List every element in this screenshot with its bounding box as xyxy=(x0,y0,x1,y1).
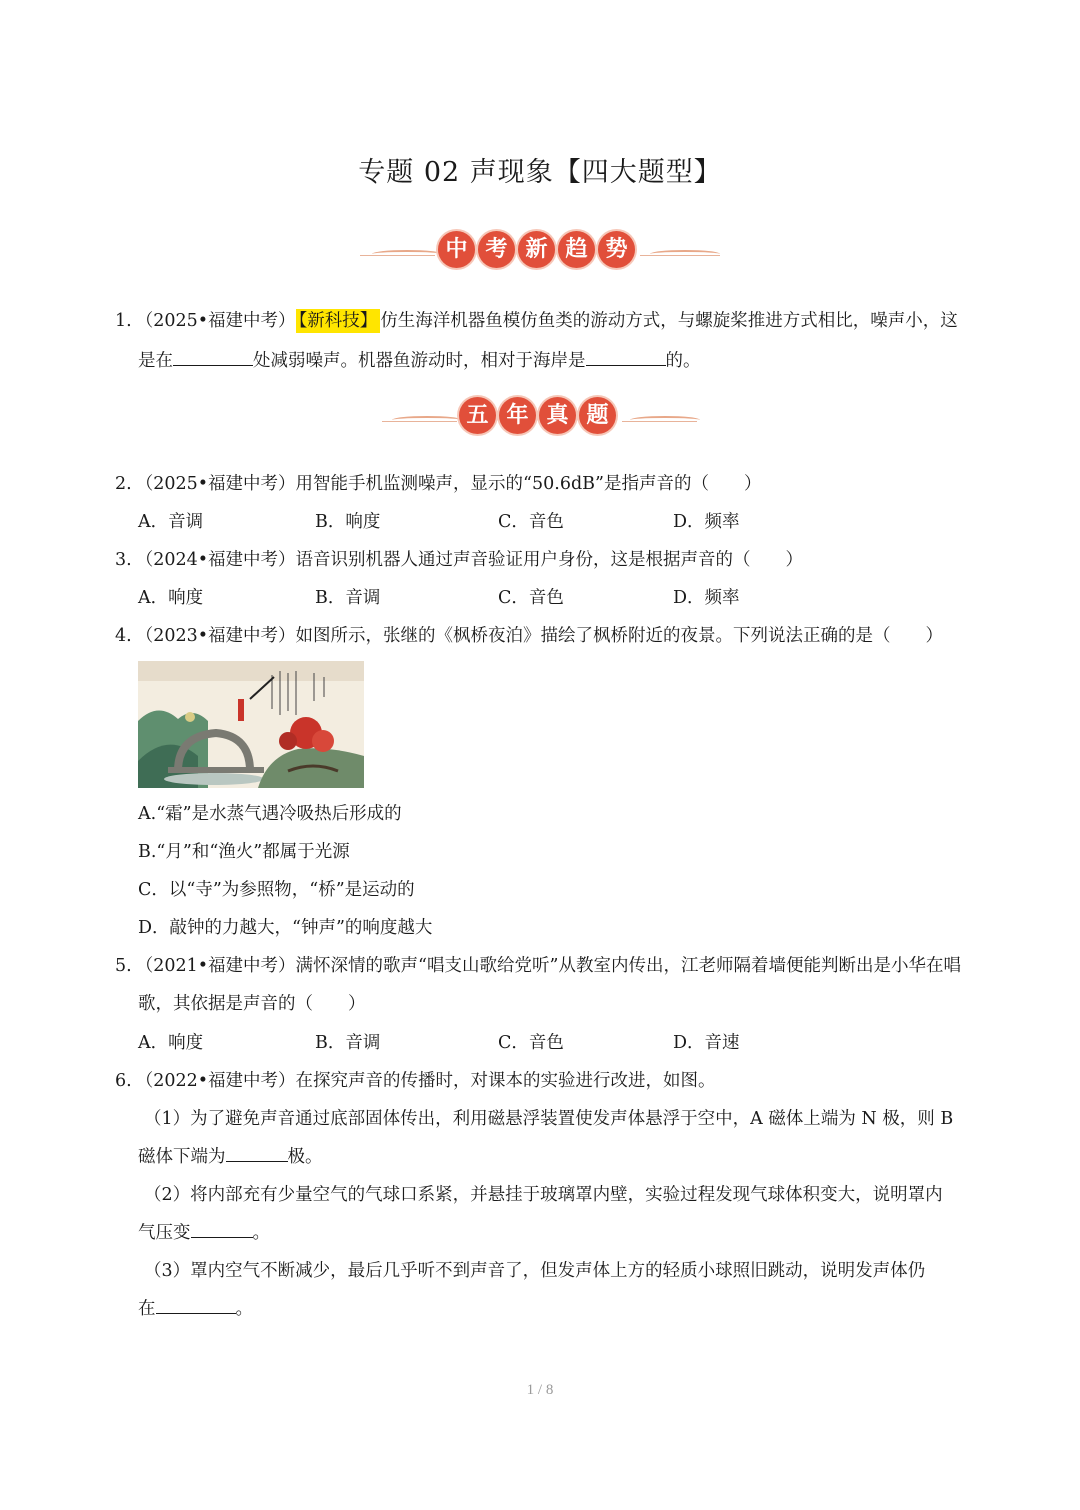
option-a[interactable]: A．响度 xyxy=(138,1033,204,1053)
banner-char: 年 xyxy=(499,397,536,434)
new-tech-tag: 【新科技】 xyxy=(296,309,381,333)
question-5-line-2: 歌，其依据是声音的（ ） xyxy=(138,994,366,1014)
option-c[interactable]: C．音色 xyxy=(498,512,564,532)
section-banner-trends xyxy=(0,228,1080,278)
ornament-right xyxy=(630,416,700,424)
page-number: 1 / 8 xyxy=(526,1382,554,1398)
question-5-options xyxy=(138,1024,958,1062)
question-1: 1. （2025•福建中考） 【新科技】 仿生海洋机器鱼模仿鱼类的游动方式，与螺旋桨推进方式相比，噪声小，这 xyxy=(115,311,958,331)
answer-blank[interactable] xyxy=(586,343,666,366)
answer-blank[interactable] xyxy=(156,1291,236,1314)
option-d[interactable]: D．频率 xyxy=(673,512,740,532)
question-5: 5. （2021•福建中考）满怀深情的歌声“唱支山歌给党听”从教室内传出，江老师隔着墙便能判断出是小华在唱 xyxy=(115,956,961,976)
question-2: 2. （2025•福建中考）用智能手机监测噪声，显示的“50.6dB”是指声音的（ ） xyxy=(115,474,762,494)
question-6-part-3-line-2: 在 。 xyxy=(138,1290,978,1328)
option-c[interactable]: C．音色 xyxy=(498,588,564,608)
option-d[interactable]: D．音速 xyxy=(673,1033,740,1053)
question-6-part-2-line-2: 气压变 。 xyxy=(138,1214,978,1252)
option-d[interactable]: D．频率 xyxy=(673,588,740,608)
page-title: 专题 02 声现象【四大题型】 xyxy=(358,157,722,188)
banner-char: 中 xyxy=(438,231,475,268)
question-1-line-2: 是在 处减弱噪声。机器鱼游动时，相对于海岸是 的。 xyxy=(138,342,978,380)
question-4-option-a[interactable]: A.“霜”是水蒸气遇冷吸热后形成的 xyxy=(138,804,402,824)
option-a[interactable]: A．响度 xyxy=(138,588,204,608)
option-b[interactable]: B．音调 xyxy=(315,1033,381,1053)
option-c[interactable]: C．音色 xyxy=(498,1033,564,1053)
question-6-part-1-line-2: 磁体下端为 极。 xyxy=(138,1138,978,1176)
answer-blank[interactable] xyxy=(226,1139,288,1162)
option-b[interactable]: B．响度 xyxy=(315,512,381,532)
ornament-right xyxy=(650,250,720,258)
question-3-options xyxy=(138,579,958,617)
question-4: 4. （2023•福建中考）如图所示，张继的《枫桥夜泊》描绘了枫桥附近的夜景。下列说法正确的是（ ） xyxy=(115,626,944,646)
question-2-options xyxy=(138,503,958,541)
banner-char: 趋 xyxy=(558,231,595,268)
question-6: 6. （2022•福建中考）在探究声音的传播时，对课本的实验进行改进，如图。 xyxy=(115,1071,716,1091)
banner-char: 新 xyxy=(518,231,555,268)
section-banner-five-years xyxy=(0,394,1080,444)
question-4-option-d[interactable]: D．敲钟的力越大，“钟声”的响度越大 xyxy=(138,918,433,938)
question-6-part-1: （1）为了避免声音通过底部固体传出，利用磁悬浮装置使发声体悬浮于空中，A 磁体上端为 N 极，则 B xyxy=(144,1109,954,1129)
banner-char: 真 xyxy=(539,397,576,434)
question-4-option-c[interactable]: C．以“寺”为参照物，“桥”是运动的 xyxy=(138,880,415,900)
banner-char: 势 xyxy=(598,231,635,268)
banner-char: 五 xyxy=(459,397,496,434)
ornament-left xyxy=(392,416,462,424)
question-4-option-b[interactable]: B.“月”和“渔火”都属于光源 xyxy=(138,842,350,862)
option-a[interactable]: A．音调 xyxy=(138,512,204,532)
banner-char: 题 xyxy=(579,397,616,434)
option-b[interactable]: B．音调 xyxy=(315,588,381,608)
banner-char: 考 xyxy=(478,231,515,268)
answer-blank[interactable] xyxy=(173,343,253,366)
question-3: 3. （2024•福建中考）语音识别机器人通过声音验证用户身份，这是根据声音的（ ） xyxy=(115,550,804,570)
answer-blank[interactable] xyxy=(191,1215,253,1238)
question-6-part-2: （2）将内部充有少量空气的气球口系紧，并悬挂于玻璃罩内壁，实验过程发现气球体积变大，说明罩内 xyxy=(144,1185,943,1205)
question-6-part-3: （3）罩内空气不断减少，最后几乎听不到声音了，但发声体上方的轻质小球照旧跳动，说明发声体仍 xyxy=(144,1261,926,1281)
maple-bridge-painting xyxy=(138,661,364,788)
ornament-left xyxy=(372,250,442,258)
